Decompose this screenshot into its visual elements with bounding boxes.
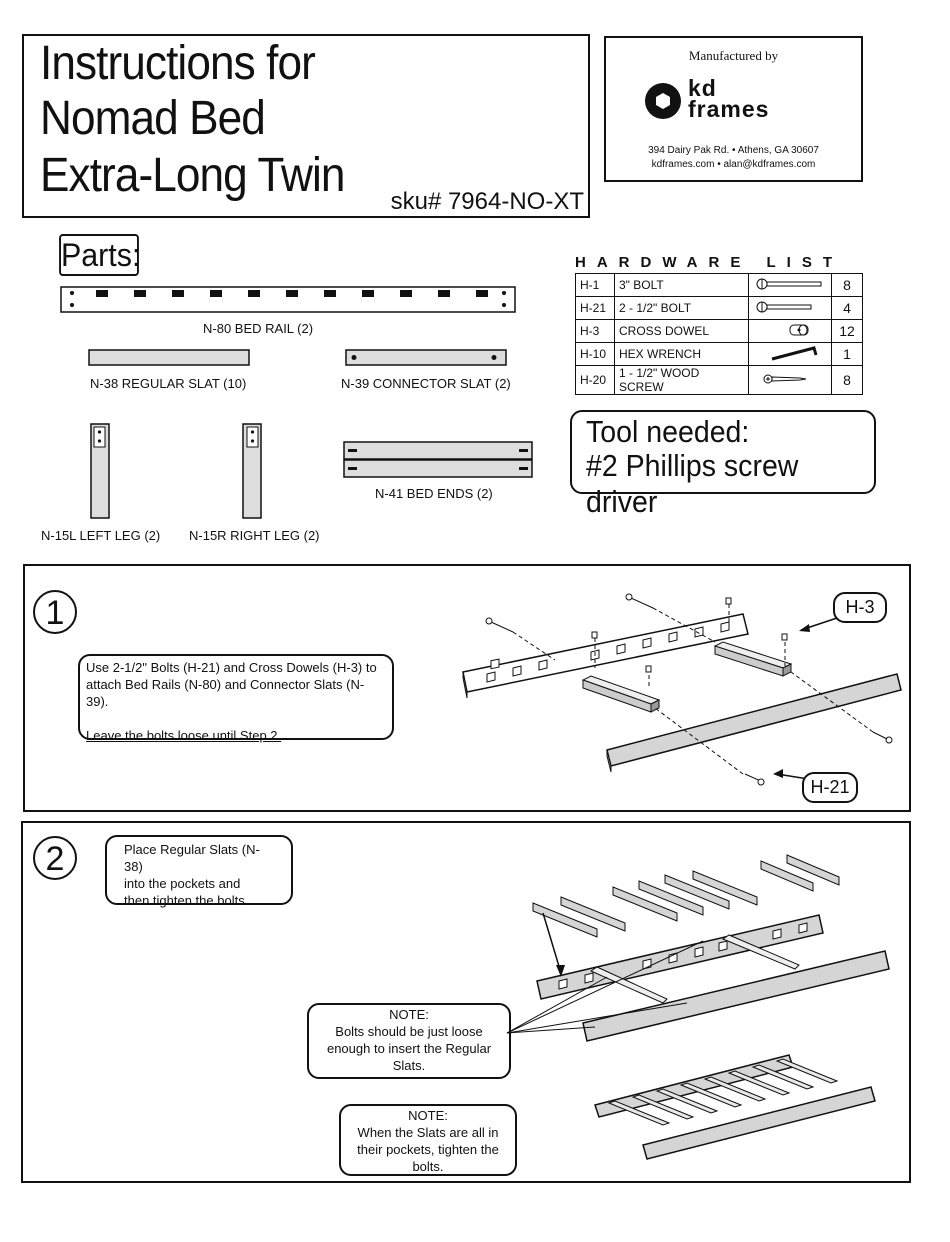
hardware-list-title: HARDWARE LIST (575, 254, 843, 271)
hardware-code: H-21 (576, 297, 615, 320)
note-1-title: NOTE: (389, 1007, 429, 1022)
title-line-1: Instructions for (40, 37, 315, 90)
right-leg-drawing (242, 423, 262, 519)
hardware-code: H-3 (576, 320, 615, 343)
hardware-code: H-10 (576, 343, 615, 366)
hardware-qty: 8 (832, 366, 863, 395)
tool-needed-item: #2 Phillips screw driver (586, 448, 799, 519)
step-1-line-2: attach Bed Rails (N-80) and Connector Slats (N-39). (86, 677, 365, 709)
step-2-note-2 (339, 1104, 517, 1176)
left-leg-drawing (90, 423, 110, 519)
title-box (22, 34, 590, 218)
table-row (576, 343, 863, 366)
part-label-right-leg: N-15R RIGHT LEG (2) (189, 528, 320, 543)
manufacturer-address (606, 144, 861, 172)
hardware-qty: 1 (832, 343, 863, 366)
tool-needed-heading: Tool needed: (586, 414, 750, 449)
hardware-name: 2 - 1/2" BOLT (615, 297, 749, 320)
table-row (576, 274, 863, 297)
step-2-panel (21, 821, 911, 1183)
part-label-bed-ends: N-41 BED ENDS (2) (375, 486, 493, 501)
regular-slat-drawing (88, 349, 250, 367)
connector-slat-drawing (345, 349, 507, 367)
hardware-qty: 4 (832, 297, 863, 320)
hardware-code: H-1 (576, 274, 615, 297)
step-2-line-1: Place Regular Slats (N-38) (124, 842, 260, 874)
step-2-instructions (105, 835, 293, 908)
table-row (576, 297, 863, 320)
note-2-line-1: When the Slats are all in (357, 1125, 499, 1140)
note-2-line-3: bolts. (412, 1159, 444, 1174)
table-row (576, 366, 863, 395)
step-1-instructions (78, 654, 394, 743)
hardware-qty: 12 (832, 320, 863, 343)
manufactured-by-label: Manufactured by (688, 48, 779, 63)
contact-line: kdframes.com • alan@kdframes.com (651, 159, 816, 170)
step-2-line-2: into the pockets and (124, 876, 241, 891)
note-1-line-2: enough to insert the Regular (326, 1041, 492, 1056)
part-label-connector-slat: N-39 CONNECTOR SLAT (2) (341, 376, 511, 391)
step-2-number: 2 (33, 836, 77, 880)
part-label-bed-rail: N-80 BED RAIL (2) (203, 321, 314, 336)
manufacturer-box (604, 36, 863, 182)
hardware-name: CROSS DOWEL (615, 320, 749, 343)
address-line: 394 Dairy Pak Rd. • Athens, GA 30607 (648, 145, 819, 156)
hardware-table (575, 273, 863, 395)
logo-line-2: frames (688, 96, 770, 122)
note-2-line-2: their pockets, tighten the (357, 1142, 499, 1157)
logo-wordmark (688, 75, 770, 122)
step-2-note-1 (307, 1003, 511, 1079)
step-1-panel (23, 564, 911, 812)
part-label-regular-slat: N-38 REGULAR SLAT (10) (90, 376, 247, 391)
note-1-line-3: Slats. (392, 1058, 426, 1073)
tag-h3: H-3 (833, 592, 887, 623)
step-1-note: Leave the bolts loose until Step 2. (86, 728, 282, 743)
step-1-line-1: Use 2-1/2" Bolts (H-21) and Cross Dowels (H-3) to (86, 660, 377, 675)
note-pointer-lines (503, 933, 743, 1043)
hardware-qty: 8 (832, 274, 863, 297)
wood-screw-icon (749, 366, 832, 395)
hex-wrench-icon (749, 343, 832, 366)
part-label-left-leg: N-15L LEFT LEG (2) (41, 528, 161, 543)
hardware-name: 1 - 1/2" WOOD SCREW (615, 366, 749, 395)
step-2-line-3: then tighten the bolts. (124, 893, 249, 908)
hardware-name: HEX WRENCH (615, 343, 749, 366)
hardware-code: H-20 (576, 366, 615, 395)
table-row (576, 320, 863, 343)
note-2-title: NOTE: (408, 1108, 448, 1123)
cross-dowel-icon (749, 320, 832, 343)
sku-number: sku# 7964-NO-XT (390, 188, 584, 215)
kd-frames-logo-icon (644, 82, 682, 120)
tool-needed-box (570, 410, 876, 519)
tag-h21: H-21 (802, 772, 858, 803)
title-line-3: Extra-Long Twin (40, 149, 345, 202)
parts-heading: Parts: (59, 234, 139, 276)
logo-line-1: kd (688, 75, 717, 101)
step-1-number: 1 (33, 590, 77, 634)
note-1-line-1: Bolts should be just loose (335, 1024, 483, 1039)
title-line-2: Nomad Bed (40, 92, 265, 145)
hardware-name: 3" BOLT (615, 274, 749, 297)
bolt-long-icon (749, 274, 832, 297)
bed-ends-drawing (343, 441, 533, 479)
bed-rail-drawing (60, 286, 516, 314)
bolt-icon (749, 297, 832, 320)
